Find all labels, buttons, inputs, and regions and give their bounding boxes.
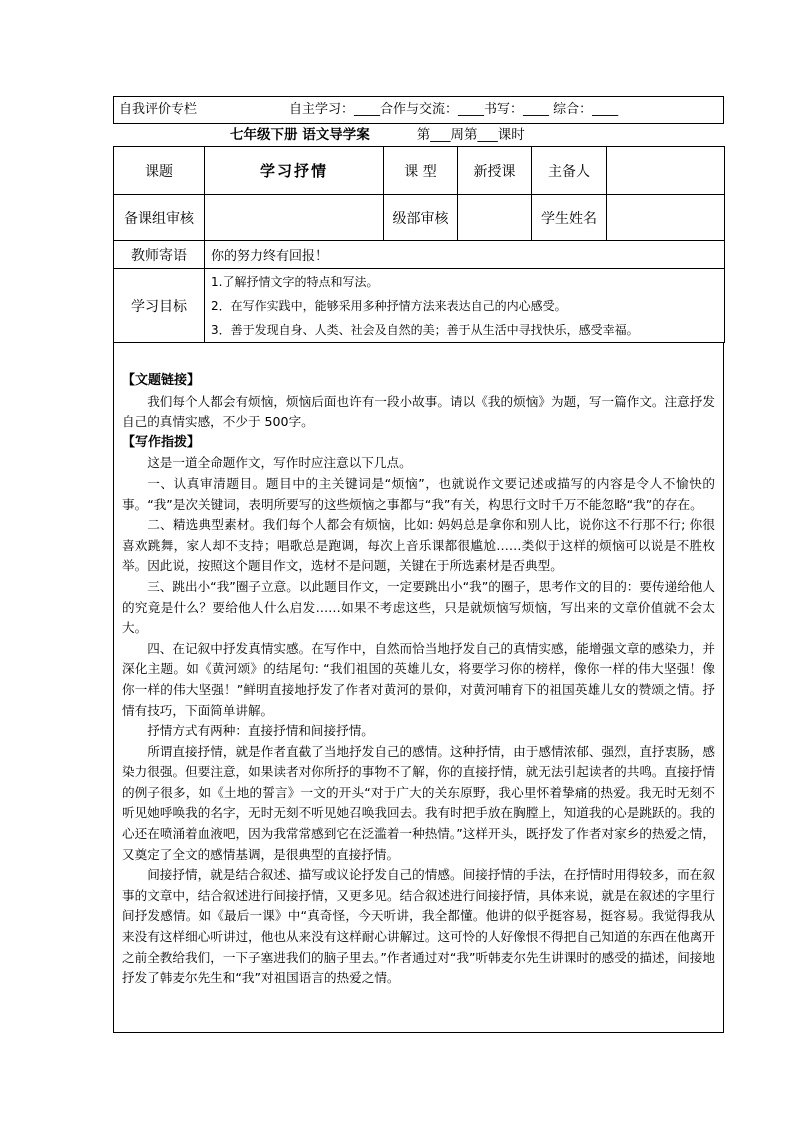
learning-goals xyxy=(205,269,725,343)
document-title-main: 七年级下册 语文导学案 xyxy=(230,127,370,143)
guide-paragraph: 一、认真审清题目。题目中的主关键词是“烦恼”，也就说作文要记述或描写的内容是令人不愉快的事。“我”是次关键词，表明所要写的这些烦恼之事都与“我”有关，构思行文时千万不能忽略“我”的存在。 xyxy=(122,475,715,512)
learning-goals-label: 学习目标 xyxy=(114,269,205,343)
preparer-label: 主备人 xyxy=(532,147,607,195)
document-schedule: 第___周第___课时 xyxy=(416,127,525,143)
document-title xyxy=(113,124,724,146)
table-row xyxy=(114,147,725,195)
self-evaluation-scores: 自主学习：____合作与交流：____书写：____ 综合：____ xyxy=(289,102,619,117)
guide-paragraph: 三、跳出小“我”圈子立意。以此题目作文，一定要跳出小“我”的圈子，思考作文的目的：要传递给他人的究竟是什么？要给他人什么启发……如果不考虑这些，只是就烦恼写烦恼，写出来的文章价值就不会太大。 xyxy=(122,578,715,636)
section-heading-topic-link: 【文题链接】 xyxy=(122,373,201,388)
preparer-value xyxy=(607,147,725,195)
teacher-message: 你的努力终有回报！ xyxy=(205,241,725,269)
table-row xyxy=(114,269,725,343)
student-name-value xyxy=(607,195,725,241)
self-evaluation-label: 自我评价专栏 xyxy=(119,102,198,117)
group-review-label: 备课组审核 xyxy=(114,195,205,241)
lesson-info-table xyxy=(113,146,725,343)
writing-guide-content xyxy=(113,343,724,1033)
learning-goal-item: 2．在写作实践中，能够采用多种抒情方法来表达自己的内心感受。 xyxy=(211,298,567,313)
topic-link-text: 我们每个人都会有烦恼，烦恼后面也许有一段小故事。请以《我的烦恼》为题，写一篇作文。注意抒发自己的真情实感，不少于 500字。 xyxy=(122,393,715,430)
group-review-value xyxy=(205,195,384,241)
table-row xyxy=(114,241,725,269)
topic-value: 学习抒情 xyxy=(205,147,384,195)
guide-paragraph: 间接抒情，就是结合叙述、描写或议论抒发自己的情感。间接抒情的手法，在抒情时用得较多，而在叙事的文章中，结合叙述进行间接抒情，又更多见。结合叙述进行间接抒情，具体来说，就是在叙述的字里行间抒发感情。如《最后一课》中“真奇怪，今天听讲，我全都懂。他讲的似乎挺容易，挺容易。我觉得我从来没有这样细心听讲过，他也从来没有这样耐心讲解过。这可怜的人好像恨不得把自己知道的东西在他离开之前全教给我们，一下子塞进我们的脑子里去。”作者通过对“我”听韩麦尔先生讲课时的感受的描述，间接地抒发了韩麦尔先生和“我”对祖国语言的热爱之情。 xyxy=(122,867,715,986)
learning-goal-item: 3．善于发现自身、人类、社会及自然的美；善于从生活中寻找快乐，感受幸福。 xyxy=(211,322,639,337)
guide-paragraph: 抒情方式有两种：直接抒情和间接抒情。 xyxy=(147,723,374,739)
grade-review-label: 级部审核 xyxy=(384,195,458,241)
guide-paragraph: 二、精选典型素材。我们每个人都会有烦恼，比如: 妈妈总是拿你和别人比，说你这不行那不行; 你很喜欢跳舞，家人却不支持；唱歌总是跑调，每次上音乐课都很尴尬……类似于这样的烦恼可以说是不胜枚举。因此说，按照这个题目作文，选材不是问题，关键在于所选素材是否典型。 xyxy=(122,517,715,574)
table-row xyxy=(114,195,725,241)
guide-paragraph: 所谓直接抒情，就是作者直截了当地抒发自己的感情。这种抒情，由于感情浓郁、强烈，直抒衷肠，感染力很强。但要注意，如果读者对你所抒的事物不了解，你的直接抒情，就无法引起读者的共鸣。直接抒情的例子很多，如《土地的誓言》一文的开头“对于广大的关东原野，我心里怀着挚痛的热爱。我无时无刻不听见她呼唤我的名字，无时无刻不听见她召唤我回去。我有时把手放在胸膛上，知道我的心是跳跃的。我的心还在喷涌着血液吧，因为我常常感到它在泛滥着一种热情。”这样开头，既抒发了作者对家乡的热爱之情，又奠定了全文的感情基调，是很典型的直接抒情。 xyxy=(122,743,715,862)
topic-label: 课题 xyxy=(114,147,205,195)
guide-paragraph: 这是一道全命题作文，写作时应注意以下几点。 xyxy=(147,455,412,471)
lesson-type-value: 新授课 xyxy=(458,147,532,195)
teacher-message-label: 教师寄语 xyxy=(114,241,205,269)
self-evaluation-bar xyxy=(113,96,724,124)
grade-review-value xyxy=(458,195,532,241)
guide-paragraph: 四、在记叙中抒发真情实感。在写作中，自然而恰当地抒发自己的真情实感，能增强文章的感染力，并深化主题。如《黄河颂》的结尾句: “我们祖国的英雄儿女，将要学习你的榜样，像你一样的伟大坚强！像你一样的伟大坚强！”鲜明直接地抒发了作者对黄河的景仰，对黄河哺育下的祖国英雄儿女的赞颂之情。抒情有技巧，下面简单讲解。 xyxy=(122,640,715,718)
learning-goal-item: 1.了解抒情文字的特点和写法。 xyxy=(211,274,379,289)
student-name-label: 学生姓名 xyxy=(532,195,607,241)
lesson-plan-page xyxy=(113,96,724,1033)
lesson-type-label: 课 型 xyxy=(384,147,458,195)
section-heading-writing-guide: 【写作指拨】 xyxy=(122,434,201,450)
